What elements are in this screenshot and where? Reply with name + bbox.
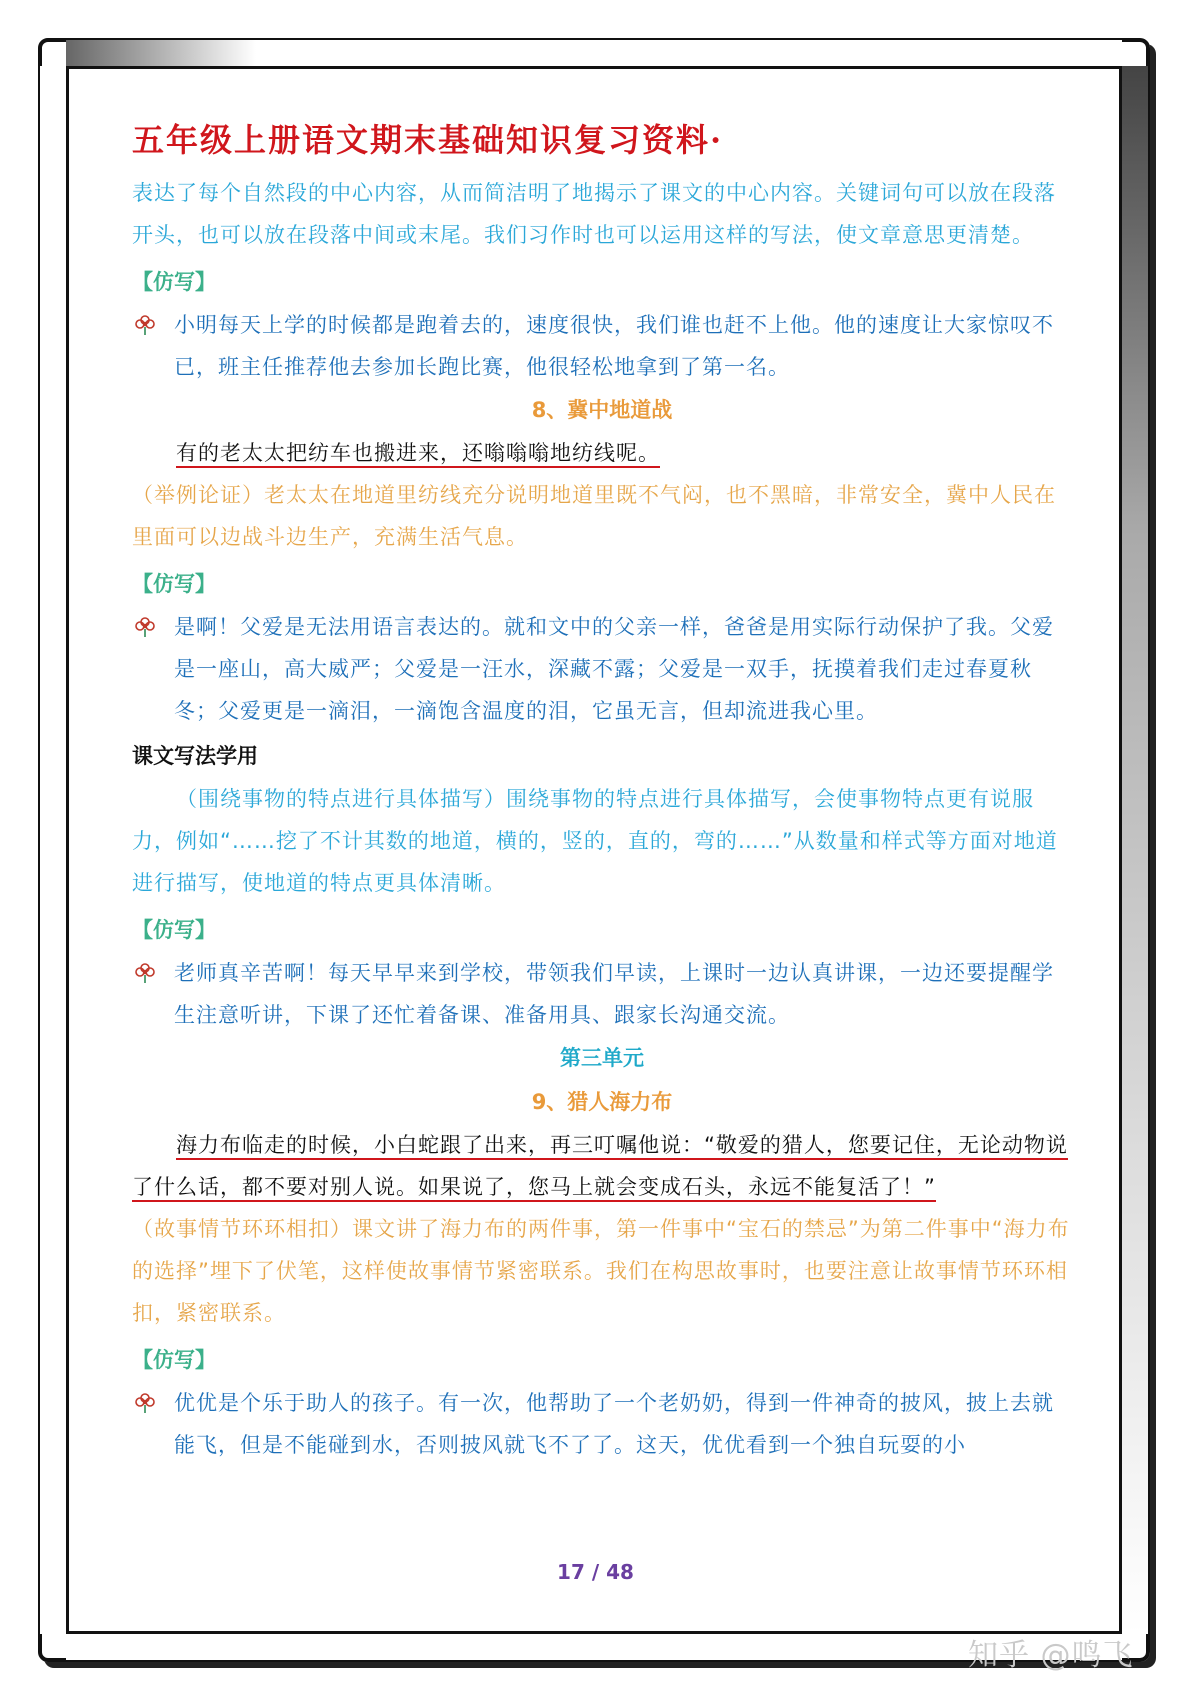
- quote-underlined: 海力布临走的时候，小白蛇跟了出来，再三叮嘱他说：“敬爱的猎人，您要记住，无论动物说了什么话，都不要对别人说。如果说了，您马上就会变成石头，永远不能复活了！”: [132, 1133, 1068, 1202]
- flower-icon: [134, 314, 156, 336]
- writing-paragraph: （围绕事物的特点进行具体描写）围绕事物的特点进行具体描写，会使事物特点更有说服力，例如“……挖了不计其数的地道，横的，竖的，直的，弯的……”从数量和样式等方面对地道进行描写，使地道的特点更具体清晰。: [132, 787, 1058, 895]
- lesson-title: 9、猎人海力布: [531, 1090, 673, 1114]
- imitate-text: 老师真辛苦啊！每天早早来到学校，带领我们早读，上课时一边认真讲课，一边还要提醒学生注意听讲，下课了还忙着备课、准备用具、跟家长沟通交流。: [174, 961, 1054, 1027]
- imitate-item: [132, 1382, 1072, 1466]
- page-title: 五年级上册语文期末基础知识复习资料·: [132, 121, 724, 159]
- flower-icon: [134, 962, 156, 984]
- unit-title: 第三单元: [560, 1046, 644, 1070]
- imitate-item: [132, 606, 1072, 732]
- imitate-tag: 【仿写】: [132, 572, 216, 596]
- analysis-paragraph: （举例论证）老太太在地道里纺线充分说明地道里既不气闷，也不黑暗，非常安全，冀中人民在里面可以边战斗边生产，充满生活气息。: [132, 483, 1056, 549]
- section-heading: 课文写法学用: [132, 744, 258, 768]
- intro-paragraph: 表达了每个自然段的中心内容，从而简洁明了地揭示了课文的中心内容。关键词句可以放在段落开头，也可以放在段落中间或末尾。我们习作时也可以运用这样的写法，使文章意思更清楚。: [132, 181, 1056, 247]
- frame-shade-top: [66, 40, 1122, 66]
- quote-underlined: 有的老太太把纺车也搬进来，还嗡嗡嗡地纺线呢。: [176, 441, 660, 468]
- page-content: [132, 116, 1072, 1466]
- quote-text: [132, 1124, 1072, 1208]
- quote-text: [132, 432, 1072, 474]
- analysis-paragraph: （故事情节环环相扣）课文讲了海力布的两件事，第一件事中“宝石的禁忌”为第二件事中“海力布的选择”埋下了伏笔，这样使故事情节紧密联系。我们在构思故事时，也要注意让故事情节环环相扣，紧密联系。: [132, 1217, 1070, 1325]
- flower-icon: [134, 616, 156, 638]
- watermark: 知乎 @鸣飞: [968, 1638, 1134, 1673]
- imitate-item: [132, 952, 1072, 1036]
- frame-shade-bottom: [66, 1634, 1122, 1660]
- frame-shade-left: [40, 66, 66, 1634]
- imitate-tag: 【仿写】: [132, 1348, 216, 1372]
- page-number: 17 / 48: [557, 1560, 634, 1584]
- imitate-text: 小明每天上学的时候都是跑着去的，速度很快，我们谁也赶不上他。他的速度让大家惊叹不已，班主任推荐他去参加长跑比赛，他很轻松地拿到了第一名。: [174, 313, 1054, 379]
- imitate-item: [132, 304, 1072, 388]
- imitate-text: 是啊！父爱是无法用语言表达的。就和文中的父亲一样，爸爸是用实际行动保护了我。父爱是一座山，高大威严；父爱是一汪水，深藏不露；父爱是一双手，抚摸着我们走过春夏秋冬；父爱更是一滴泪，一滴饱含温度的泪，它虽无言，但却流进我心里。: [174, 615, 1054, 723]
- frame-shade-right: [1122, 66, 1148, 1634]
- imitate-tag: 【仿写】: [132, 270, 216, 294]
- flower-icon: [134, 1392, 156, 1414]
- lesson-title: 8、冀中地道战: [531, 398, 673, 422]
- imitate-text: 优优是个乐于助人的孩子。有一次，他帮助了一个老奶奶，得到一件神奇的披风，披上去就能飞，但是不能碰到水，否则披风就飞不了了。这天，优优看到一个独自玩耍的小: [174, 1391, 1054, 1457]
- imitate-tag: 【仿写】: [132, 918, 216, 942]
